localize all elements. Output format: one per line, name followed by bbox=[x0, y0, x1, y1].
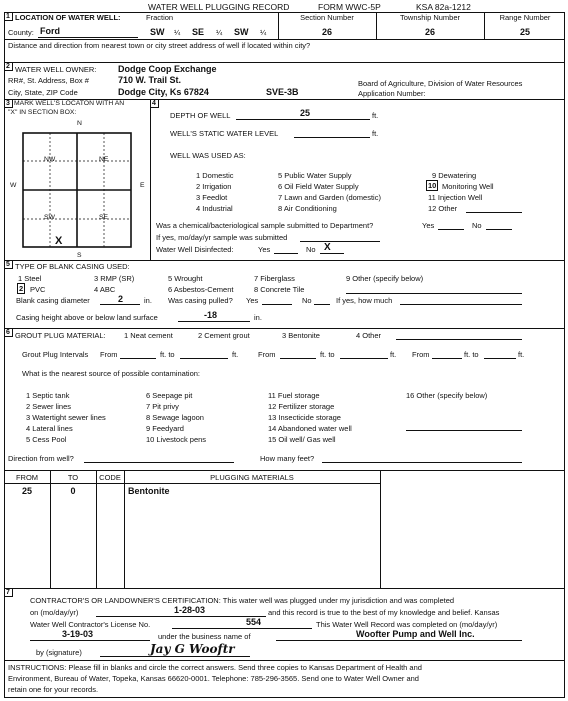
ksa-number: KSA 82a-1212 bbox=[416, 2, 471, 12]
interval-3-ft: ft. bbox=[518, 350, 525, 359]
west-label: W bbox=[10, 182, 17, 189]
fraction-1[interactable]: SW bbox=[150, 27, 165, 37]
direction-label: Direction from well? bbox=[8, 454, 74, 463]
board-label: Board of Agriculture, Division of Water Resources bbox=[358, 79, 523, 88]
completed-date[interactable]: 1-28-03 bbox=[174, 605, 206, 615]
section-1-number: 1 bbox=[4, 12, 13, 21]
grout-label: GROUT PLUG MATERIAL: bbox=[15, 331, 106, 340]
address-value[interactable]: 710 W. Trail St. bbox=[118, 75, 182, 85]
nw-label: NW bbox=[44, 156, 56, 163]
source-8[interactable]: 8 Sewage lagoon bbox=[146, 413, 204, 422]
static-ft: ft. bbox=[372, 129, 379, 138]
how-much-label: If yes, how much bbox=[336, 296, 393, 305]
certification-line-3: This Water Well Record was completed on (mo/day/yr) bbox=[316, 620, 498, 629]
use-5[interactable]: 5 Public Water Supply bbox=[278, 171, 352, 180]
use-11[interactable]: 11 Injection Well bbox=[428, 193, 483, 202]
interval-2-from: From bbox=[258, 350, 276, 359]
section-2-number: 2 bbox=[4, 62, 13, 71]
used-as-label: WELL WAS USED AS: bbox=[170, 151, 246, 160]
sample-question: Was a chemical/bacteriological sample submitted to Department? bbox=[156, 221, 374, 230]
section-number-label: Section Number bbox=[300, 13, 354, 22]
section-grid[interactable] bbox=[22, 132, 132, 248]
contamination-label: What is the nearest source of possible contamination: bbox=[22, 369, 201, 378]
se-label: SE bbox=[99, 214, 109, 221]
section-3-number: 3 bbox=[4, 99, 13, 108]
source-7[interactable]: 7 Pit privy bbox=[146, 402, 179, 411]
casing-7[interactable]: 7 Fiberglass bbox=[254, 274, 295, 283]
address-label: RR#, St. Address, Box # bbox=[8, 76, 89, 85]
range-label: Range Number bbox=[499, 13, 551, 22]
county-value[interactable]: Ford bbox=[40, 26, 60, 36]
city-label: City, State, ZIP Code bbox=[8, 88, 78, 97]
casing-6[interactable]: 6 Asbestos-Cement bbox=[168, 285, 234, 294]
grout-2[interactable]: 2 Cement grout bbox=[198, 331, 250, 340]
business-name[interactable]: Woofter Pump and Well Inc. bbox=[356, 629, 475, 639]
section-6-number: 6 bbox=[4, 328, 13, 337]
section-5-number: 5 bbox=[4, 260, 13, 269]
depth-label: DEPTH OF WELL bbox=[170, 111, 231, 120]
row-material[interactable]: Bentonite bbox=[128, 486, 170, 496]
use-10[interactable]: Monitoring Well bbox=[442, 182, 494, 191]
instructions-line-2: Environment, Bureau of Water, Topeka, Kansas 66620-0001. Telephone: 785-296-3565. Send one to Water Well Owner and bbox=[8, 674, 419, 683]
interval-1-ft: ft. bbox=[232, 350, 239, 359]
use-1[interactable]: 1 Domestic bbox=[196, 171, 234, 180]
sample-no[interactable]: No bbox=[472, 221, 482, 230]
section-grid-lines bbox=[22, 132, 132, 248]
certification-line-1: CONTRACTOR'S OR LANDOWNER'S CERTIFICATION: This water well was plugged under my jurisdiction and was completed bbox=[30, 596, 455, 605]
source-3[interactable]: 3 Watertight sewer lines bbox=[26, 413, 106, 422]
section-4-number: 4 bbox=[150, 99, 159, 108]
interval-3-to: ft. to bbox=[464, 350, 479, 359]
pulled-label: Was casing pulled? bbox=[168, 296, 233, 305]
source-11[interactable]: 11 Fuel storage bbox=[268, 391, 320, 400]
county-label: County: bbox=[8, 28, 34, 37]
disinfected-yes[interactable]: Yes bbox=[258, 245, 271, 254]
record-date[interactable]: 3-19-03 bbox=[62, 629, 94, 639]
source-5[interactable]: 5 Cess Pool bbox=[26, 435, 67, 444]
use-6[interactable]: 6 Oil Field Water Supply bbox=[278, 182, 359, 191]
diameter-in: in. bbox=[144, 296, 152, 305]
quarter-3: ¼ bbox=[260, 28, 267, 37]
license-label: Water Well Contractor's License No. bbox=[30, 620, 151, 629]
fraction-2[interactable]: SE bbox=[192, 27, 205, 37]
fraction-label: Fraction bbox=[146, 13, 174, 22]
casing-2-checked-box: 2 bbox=[19, 284, 24, 293]
section-7-number: 7 bbox=[4, 588, 13, 597]
casing-8[interactable]: 8 Concrete Tile bbox=[254, 285, 305, 294]
disinfected-no-mark[interactable]: X bbox=[324, 242, 331, 253]
casing-type-label: TYPE OF BLANK CASING USED: bbox=[15, 262, 130, 271]
casing-1[interactable]: 1 Steel bbox=[18, 274, 42, 283]
static-level-label: WELL'S STATIC WATER LEVEL bbox=[170, 129, 279, 138]
source-13[interactable]: 13 Insecticide storage bbox=[268, 413, 341, 422]
owner-label: WATER WELL OWNER: bbox=[15, 65, 97, 74]
source-15[interactable]: 15 Oil well/ Gas well bbox=[268, 435, 336, 444]
source-2[interactable]: 2 Sewer lines bbox=[26, 402, 72, 411]
use-4[interactable]: 4 Industrial bbox=[196, 204, 233, 213]
casing-9[interactable]: 9 Other (specify below) bbox=[346, 274, 424, 283]
diameter-label: Blank casing diameter bbox=[16, 296, 90, 305]
intervals-label: Grout Plug Intervals bbox=[22, 350, 89, 359]
grout-1[interactable]: 1 Neat cement bbox=[124, 331, 173, 340]
interval-3-from: From bbox=[412, 350, 430, 359]
casing-height-value[interactable]: -18 bbox=[204, 310, 218, 320]
source-1[interactable]: 1 Septic tank bbox=[26, 391, 70, 400]
table-header-from: FROM bbox=[15, 473, 39, 482]
township-label: Township Number bbox=[399, 13, 461, 22]
township-value[interactable]: 26 bbox=[424, 27, 435, 37]
form-title: WATER WELL PLUGGING RECORD bbox=[148, 2, 290, 12]
sample-yes[interactable]: Yes bbox=[422, 221, 435, 230]
disinfected-label: Water Well Disinfected: bbox=[156, 245, 234, 254]
interval-1-from: From bbox=[100, 350, 118, 359]
well-location-mark[interactable]: X bbox=[55, 235, 63, 247]
quarter-2: ¼ bbox=[216, 28, 223, 37]
well-code-value[interactable]: SVE-3B bbox=[266, 87, 299, 97]
county-underline bbox=[38, 37, 138, 38]
use-7[interactable]: 7 Lawn and Garden (domestic) bbox=[278, 193, 381, 202]
table-header-materials: PLUGGING MATERIALS bbox=[210, 473, 294, 482]
source-9[interactable]: 9 Feedyard bbox=[146, 424, 184, 433]
city-value[interactable]: Dodge City, Ks 67824 bbox=[118, 87, 209, 97]
form-number: FORM WWC-5P bbox=[318, 2, 381, 12]
disinfected-no[interactable]: No bbox=[306, 245, 316, 254]
use-8[interactable]: 8 Air Conditioning bbox=[278, 204, 337, 213]
depth-ft: ft. bbox=[372, 111, 379, 120]
casing-2-number[interactable] bbox=[17, 284, 25, 293]
use-10-checked-box: 10 bbox=[428, 181, 437, 190]
ne-label: NE bbox=[99, 156, 109, 163]
source-6[interactable]: 6 Seepage pit bbox=[146, 391, 193, 400]
certification-line-2: and this record is true to the best of my knowledge and belief. Kansas bbox=[268, 608, 500, 617]
table-header-code: CODE bbox=[99, 473, 121, 482]
source-14[interactable]: 14 Abandoned water well bbox=[268, 424, 352, 433]
interval-2-to: ft. to bbox=[320, 350, 335, 359]
use-9[interactable]: 9 Dewatering bbox=[432, 171, 477, 180]
depth-value[interactable]: 25 bbox=[300, 108, 311, 118]
sw-label: SW bbox=[44, 214, 55, 221]
application-label: Application Number: bbox=[358, 89, 426, 98]
source-4[interactable]: 4 Lateral lines bbox=[26, 424, 73, 433]
feet-label: How many feet? bbox=[260, 454, 315, 463]
source-10[interactable]: 10 Livestock pens bbox=[146, 435, 207, 444]
signature-label: by (signature) bbox=[36, 648, 82, 657]
casing-3[interactable]: 3 RMP (SR) bbox=[94, 274, 135, 283]
east-label: E bbox=[140, 182, 145, 189]
pulled-no[interactable]: No bbox=[302, 296, 312, 305]
source-16[interactable]: 16 Other (specify below) bbox=[406, 391, 488, 400]
quarter-1: ¼ bbox=[174, 28, 181, 37]
section-number-value[interactable]: 26 bbox=[321, 27, 332, 37]
fraction-3[interactable]: SW bbox=[234, 27, 249, 37]
table-header-to: TO bbox=[67, 473, 79, 482]
owner-value[interactable]: Dodge Coop Exchange bbox=[118, 64, 217, 74]
casing-4[interactable]: 4 ABC bbox=[94, 285, 116, 294]
pulled-yes[interactable]: Yes bbox=[246, 296, 259, 305]
distance-label: Distance and direction from nearest town or city street address of well if located within city? bbox=[8, 41, 311, 50]
instructions-line-3: retain one for your records. bbox=[8, 685, 99, 694]
interval-2-ft: ft. bbox=[390, 350, 397, 359]
source-12[interactable]: 12 Fertilizer storage bbox=[268, 402, 335, 411]
sample-date-label: If yes, mo/day/yr sample was submitted bbox=[156, 233, 288, 242]
casing-height-in: in. bbox=[254, 313, 262, 322]
business-label: under the business name of bbox=[158, 632, 251, 641]
mark-location-label-1: MARK WELL'S LOCATON WITH AN bbox=[14, 100, 125, 107]
use-10-number[interactable] bbox=[426, 181, 438, 190]
casing-height-label: Casing height above or below land surface bbox=[16, 313, 158, 322]
row-to[interactable]: 0 bbox=[70, 486, 76, 496]
grout-3[interactable]: 3 Bentonite bbox=[282, 331, 320, 340]
completed-on-label: on (mo/day/yr) bbox=[30, 608, 79, 617]
use-3[interactable]: 3 Feedlot bbox=[196, 193, 228, 202]
south-label: S bbox=[77, 252, 82, 259]
signature[interactable]: Jay G Wooftr bbox=[150, 642, 235, 656]
use-2[interactable]: 2 Irrigation bbox=[196, 182, 232, 191]
diameter-value[interactable]: 2 bbox=[118, 294, 124, 304]
location-label: LOCATION OF WATER WELL: bbox=[15, 13, 121, 22]
plugging-table bbox=[4, 470, 380, 588]
range-value[interactable]: 25 bbox=[519, 27, 530, 37]
use-12[interactable]: 12 Other bbox=[428, 204, 458, 213]
north-label: N bbox=[77, 120, 82, 127]
casing-2[interactable]: PVC bbox=[30, 285, 46, 294]
license-number[interactable]: 554 bbox=[246, 617, 262, 627]
instructions-line-1: INSTRUCTIONS: Please fill in blanks and circle the correct answers. Send three copies to Kansas Department of Health and bbox=[8, 663, 422, 672]
grout-4[interactable]: 4 Other bbox=[356, 331, 382, 340]
mark-location-label-2: "X" IN SECTION BOX: bbox=[8, 109, 77, 116]
row-from[interactable]: 25 bbox=[21, 486, 32, 496]
casing-5[interactable]: 5 Wrought bbox=[168, 274, 203, 283]
interval-1-to: ft. to bbox=[160, 350, 175, 359]
